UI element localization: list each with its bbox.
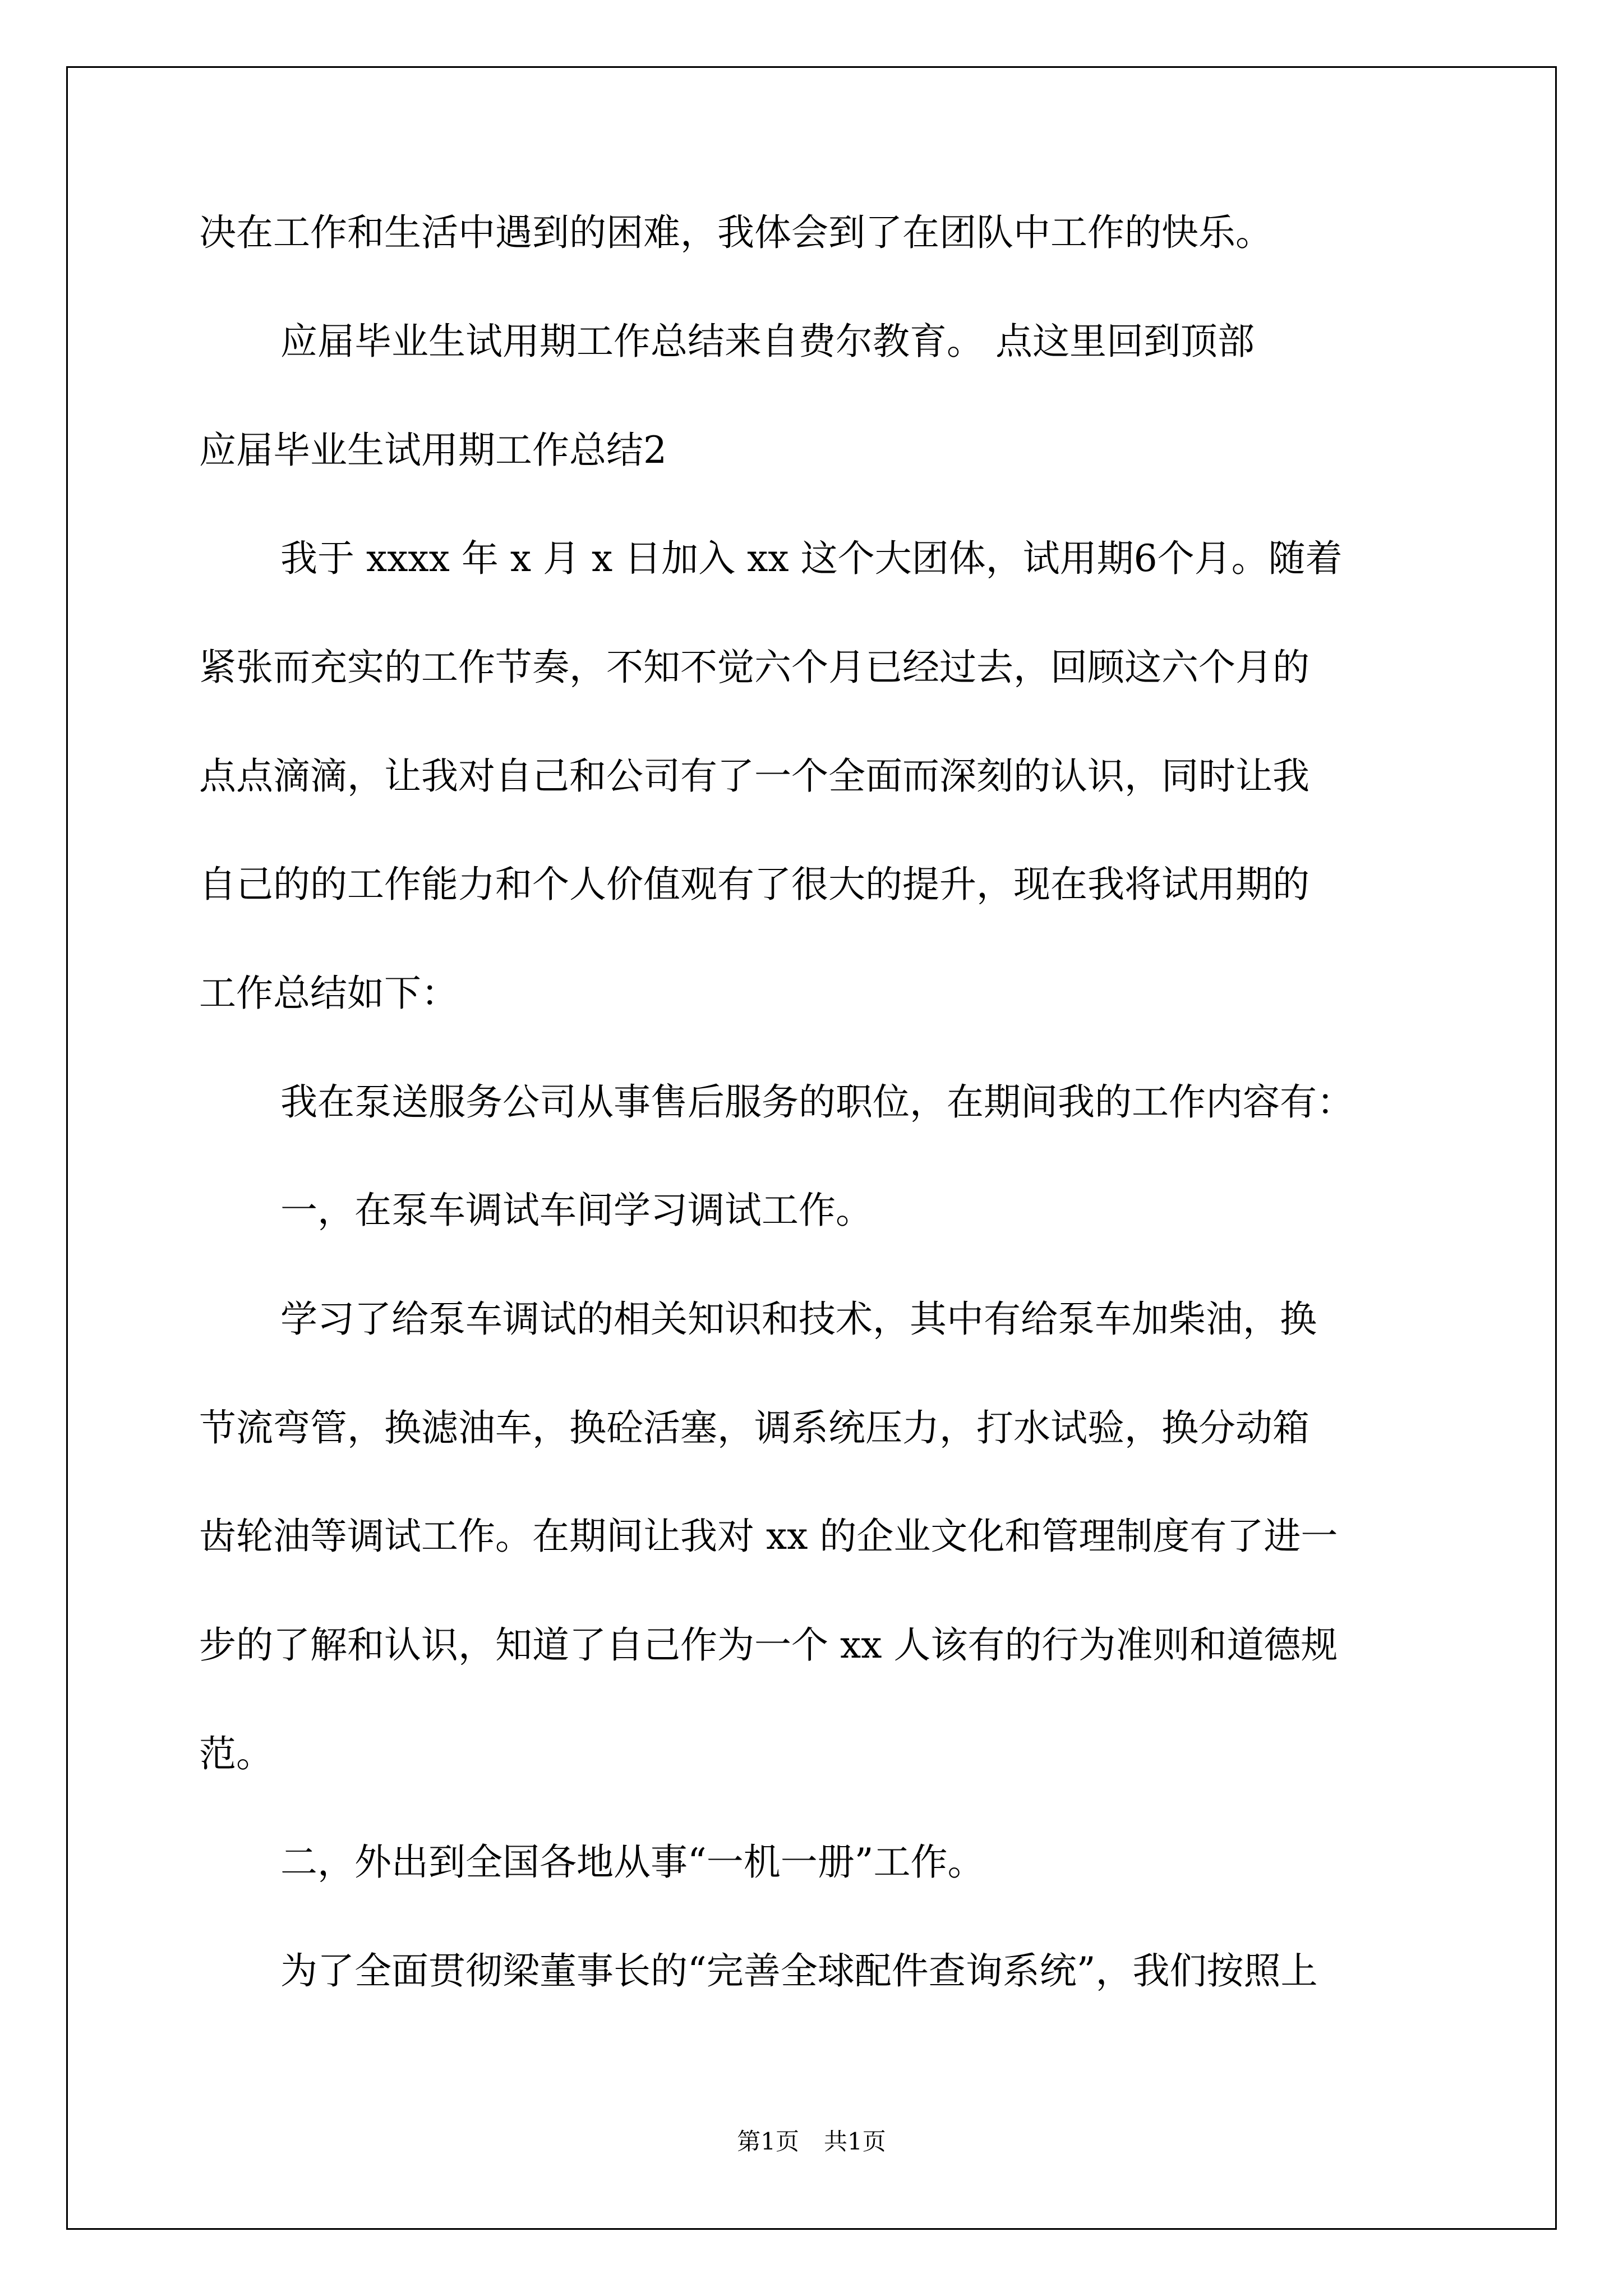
text-line-link-paragraph[interactable]: 应届毕业生试用期工作总结来自费尔教育。 点这里回到顶部 <box>280 320 1255 363</box>
page-footer <box>0 2126 1623 2157</box>
section-heading: 应届毕业生试用期工作总结2 <box>199 429 667 472</box>
page-total: 共1页 <box>824 2128 886 2155</box>
text-line: 二，外出到全国各地从事“一机一册”工作。 <box>280 1841 985 1884</box>
text-line: 学习了给泵车调试的相关知识和技术，其中有给泵车加柴油，换 <box>280 1297 1317 1341</box>
text-line: 步的了解和认识，知道了自己作为一个 xx 人该有的行为准则和道德规 <box>199 1623 1338 1667</box>
text-line: 紧张而充实的工作节奏，不知不觉六个月已经过去，回顾这六个月的 <box>199 646 1310 689</box>
text-line: 节流弯管，换滤油车，换砼活塞，调系统压力，打水试验，换分动箱 <box>199 1406 1310 1450</box>
text-line: 自己的的工作能力和个人价值观有了很大的提升，现在我将试用期的 <box>199 863 1310 906</box>
text-line: 一，在泵车调试车间学习调试工作。 <box>280 1189 873 1232</box>
page-number: 第1页 <box>737 2128 799 2155</box>
text-line: 我于 xxxx 年 x 月 x 日加入 xx 这个大团体，试用期6个月。随着 <box>280 537 1343 580</box>
text-line: 工作总结如下： <box>199 972 458 1015</box>
text-line: 为了全面贯彻梁董事长的“完善全球配件查询系统”，我们按照上 <box>280 1949 1318 1993</box>
text-line: 决在工作和生活中遇到的困难，我体会到了在团队中工作的快乐。 <box>199 211 1272 254</box>
text-line: 齿轮油等调试工作。在期间让我对 xx 的企业文化和管理制度有了进一 <box>199 1515 1338 1558</box>
text-line: 我在泵送服务公司从事售后服务的职位，在期间我的工作内容有： <box>280 1080 1354 1124</box>
page-border <box>66 66 1557 2230</box>
text-line: 点点滴滴，让我对自己和公司有了一个全面而深刻的认识，同时让我 <box>199 754 1310 798</box>
text-line: 范。 <box>199 1732 273 1775</box>
